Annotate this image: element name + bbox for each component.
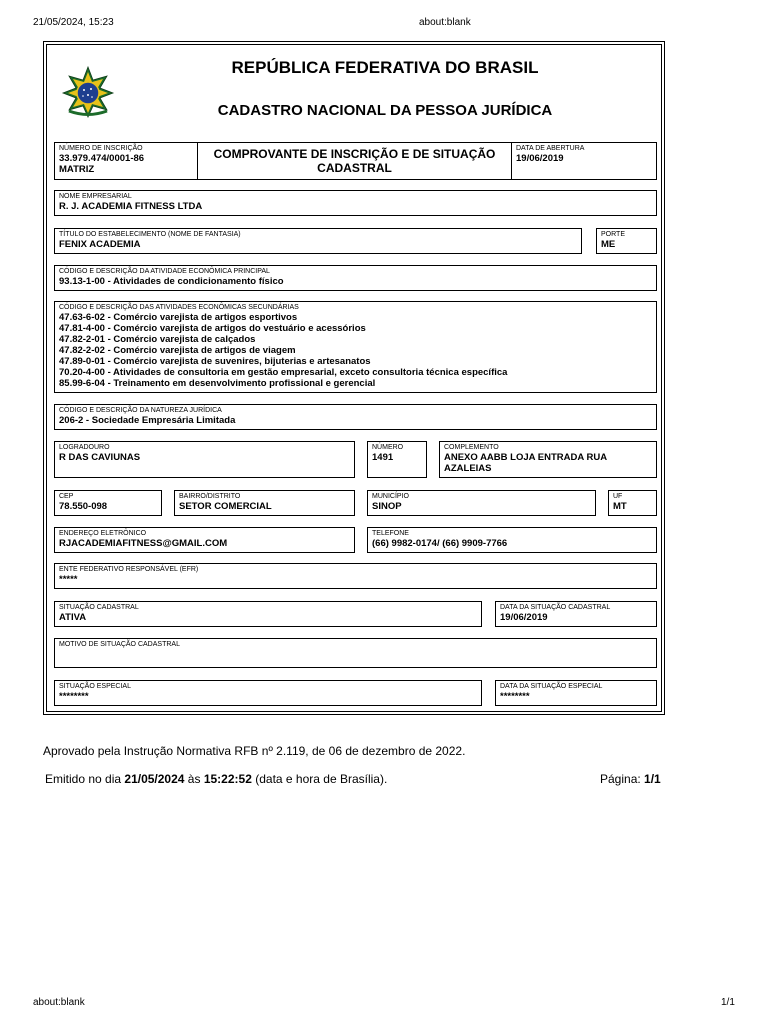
list-item: 47.63-6-02 - Comércio varejista de artigos esportivos (59, 312, 298, 323)
emission-time: 15:22:52 (203, 772, 252, 786)
field-natureza-juridica (54, 404, 657, 430)
field-value: 33.979.474/0001-86 (59, 153, 145, 164)
field-label: TELEFONE (372, 530, 409, 537)
field-value: 19/06/2019 (516, 153, 564, 164)
emission-prefix: Emitido no dia (45, 772, 122, 786)
field-value: RJACADEMIAFITNESS@GMAIL.COM (59, 538, 228, 549)
field-label: LOGRADOURO (59, 444, 110, 451)
field-municipio (367, 490, 596, 516)
field-titulo-estabelecimento (54, 228, 582, 254)
comprovante-title: COMPROVANTE DE INSCRIÇÃO E DE SITUAÇÃO CADASTRAL (213, 147, 496, 175)
brazil-coat-of-arms-icon (61, 66, 115, 118)
field-value: 19/06/2019 (500, 612, 548, 623)
field-value: ATIVA (59, 612, 87, 623)
field-value: FENIX ACADEMIA (59, 239, 141, 250)
list-item: 85.99-6-04 - Treinamento em desenvolvimento profissional e gerencial (59, 378, 376, 389)
field-label: NÚMERO (372, 444, 404, 451)
field-comprovante-title (197, 142, 512, 180)
list-item: 47.89-0-01 - Comércio varejista de suvenires, bijuterias e artesanatos (59, 356, 371, 367)
page-label: Página: (600, 772, 641, 786)
emission-date: 21/05/2024 (124, 772, 185, 786)
field-bairro (174, 490, 355, 516)
field-label: CÓDIGO E DESCRIÇÃO DA NATUREZA JURÍDICA (59, 407, 222, 414)
field-label: NOME EMPRESARIAL (59, 193, 132, 200)
field-label: DATA DA SITUAÇÃO ESPECIAL (500, 683, 603, 690)
field-value: MT (613, 501, 627, 512)
browser-print-url: about:blank (419, 17, 471, 28)
browser-print-date: 21/05/2024, 15:23 (33, 17, 114, 28)
field-value: R. J. ACADEMIA FITNESS LTDA (59, 201, 203, 212)
field-label: PORTE (601, 231, 625, 238)
field-cep (54, 490, 162, 516)
field-data-abertura (511, 142, 657, 180)
field-value: ******** (59, 691, 89, 702)
document-subtitle: CADASTRO NACIONAL DA PESSOA JURÍDICA (217, 102, 553, 119)
list-item: 47.82-2-01 - Comércio varejista de calçados (59, 334, 256, 345)
field-value: SETOR COMERCIAL (179, 501, 272, 512)
document-title: REPÚBLICA FEDERATIVA DO BRASIL (231, 58, 539, 77)
field-label: BAIRRO/DISTRITO (179, 493, 241, 500)
field-data-situacao-especial (495, 680, 657, 706)
field-situacao-cadastral (54, 601, 482, 627)
list-item: 47.81-4-00 - Comércio varejista de artigos do vestuário e acessórios (59, 323, 366, 334)
field-label: UF (613, 493, 623, 500)
field-motivo-situacao (54, 638, 657, 668)
field-value: ******** (500, 691, 530, 702)
field-porte (596, 228, 657, 254)
field-nome-empresarial (54, 190, 657, 216)
field-telefone (367, 527, 657, 553)
field-logradouro (54, 441, 355, 478)
field-label: COMPLEMENTO (444, 444, 499, 451)
field-atividade-principal (54, 265, 657, 291)
field-value: ME (601, 239, 616, 250)
field-uf (608, 490, 657, 516)
approval-note: Aprovado pela Instrução Normativa RFB nº 2.119, de 06 de dezembro de 2022. (43, 744, 466, 758)
field-label: NÚMERO DE INSCRIÇÃO (59, 145, 143, 152)
field-email (54, 527, 355, 553)
field-situacao-especial (54, 680, 482, 706)
field-atividades-secundarias (54, 301, 657, 393)
field-value: 1491 (372, 452, 394, 463)
emission-mid: às (187, 772, 201, 786)
field-value-secondary: MATRIZ (59, 164, 95, 175)
field-value: R DAS CAVIUNAS (59, 452, 141, 463)
field-label: CÓDIGO E DESCRIÇÃO DA ATIVIDADE ECONÔMICA PRINCIPAL (59, 268, 270, 275)
field-value: (66) 9982-0174/ (66) 9909-7766 (372, 538, 508, 549)
field-label: ENDEREÇO ELETRÔNICO (59, 530, 147, 537)
field-label: DATA DA SITUAÇÃO CADASTRAL (500, 604, 611, 611)
browser-page-count: 1/1 (721, 997, 735, 1008)
page-indicator (600, 772, 661, 786)
field-label: TÍTULO DO ESTABELECIMENTO (NOME DE FANTASIA) (59, 231, 241, 238)
field-label: MUNICÍPIO (372, 493, 409, 500)
field-value: SINOP (372, 501, 402, 512)
field-efr (54, 563, 657, 589)
field-numero (367, 441, 427, 478)
field-value: 206-2 - Sociedade Empresária Limitada (59, 415, 236, 426)
field-value: 93.13-1-00 - Atividades de condicionamento físico (59, 276, 284, 287)
emission-suffix: (data e hora de Brasília). (255, 772, 388, 786)
field-label: DATA DE ABERTURA (516, 145, 585, 152)
field-value: ***** (59, 574, 78, 585)
field-label: CÓDIGO E DESCRIÇÃO DAS ATIVIDADES ECONÔMICAS SECUNDÁRIAS (59, 304, 299, 311)
field-label: ENTE FEDERATIVO RESPONSÁVEL (EFR) (59, 566, 199, 573)
field-label: SITUAÇÃO CADASTRAL (59, 604, 139, 611)
list-item: 70.20-4-00 - Atividades de consultoria em gestão empresarial, exceto consultoria técnica específica (59, 367, 508, 378)
browser-footer-url: about:blank (33, 997, 85, 1008)
emission-info (45, 772, 387, 786)
field-data-situacao-cadastral (495, 601, 657, 627)
page-value: 1/1 (644, 772, 661, 786)
field-label: SITUAÇÃO ESPECIAL (59, 683, 131, 690)
field-value: ANEXO AABB LOJA ENTRADA RUA AZALEIAS (444, 452, 607, 474)
field-numero-inscricao (54, 142, 198, 180)
field-label: MOTIVO DE SITUAÇÃO CADASTRAL (59, 641, 180, 648)
list-item: 47.82-2-02 - Comércio varejista de artigos de viagem (59, 345, 296, 356)
field-label: CEP (59, 493, 74, 500)
field-value: 78.550-098 (59, 501, 108, 512)
field-complemento (439, 441, 657, 478)
